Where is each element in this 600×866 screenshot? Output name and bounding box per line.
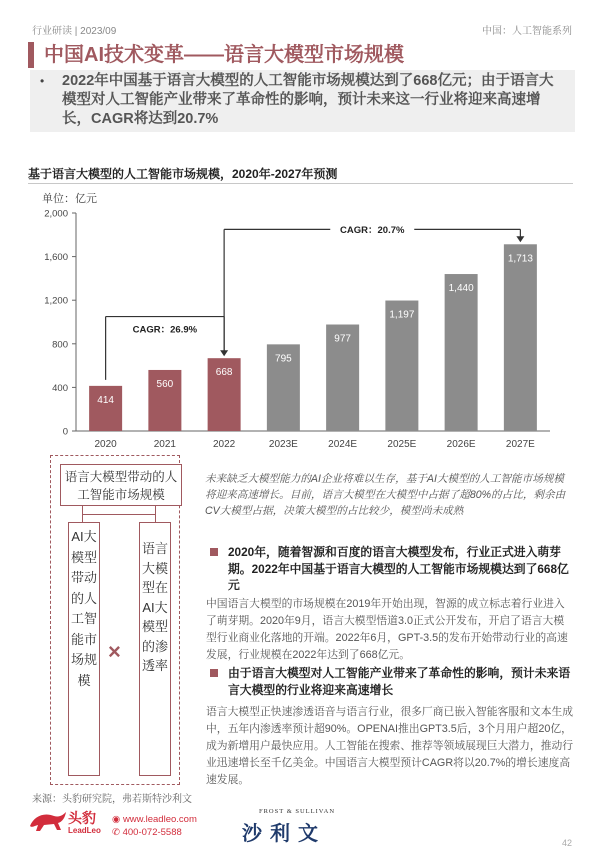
header-series: 中国：人工智能系列 xyxy=(482,26,572,37)
contact-info xyxy=(112,813,197,839)
market-size-formula-diagram xyxy=(30,455,192,785)
x-tick-label: 2020 xyxy=(94,439,117,450)
globe-icon: ◉ xyxy=(112,814,123,825)
diagram-connector xyxy=(155,506,156,514)
diagram-connector xyxy=(155,514,156,522)
chart-title: 基于语言大模型的人工智能市场规模，2020年-2027年预测 xyxy=(28,167,338,181)
bar xyxy=(89,386,122,431)
y-tick-label: 2,000 xyxy=(44,208,68,220)
highlight-square-icon xyxy=(210,669,218,677)
diagram-penetration-rate-box: 语言大模型在AI大模型的渗透率 xyxy=(139,522,171,776)
y-tick-label: 1,200 xyxy=(44,295,68,307)
website-link[interactable]: www.leadleo.com xyxy=(122,814,197,825)
bar-value-label: 977 xyxy=(334,333,351,345)
y-tick-label: 400 xyxy=(52,382,68,394)
diagram-ai-model-market-box: AI大模型带动的人工智能市场规模 xyxy=(68,522,100,776)
brand-logo-en: LeadLeo xyxy=(68,826,101,835)
brand-logo-cn: 头豹 xyxy=(68,810,96,826)
highlight-growth: 由于语言大模型对人工智能产业带来了革命性的影响，预计未来语言大模型的行业将迎来高速增长 xyxy=(228,666,571,697)
source-note: 来源：头豹研究院，弗若斯特沙利文 xyxy=(32,794,192,805)
header-report-type: 行业研读 | 2023/09 xyxy=(32,26,117,37)
diagram-connector xyxy=(82,506,83,514)
y-tick-label: 800 xyxy=(52,339,68,351)
y-tick-label: 0 xyxy=(62,426,68,438)
x-tick-label: 2024E xyxy=(328,439,358,450)
title-accent-bar xyxy=(28,42,34,68)
summary-text: 2022年中国基于语言大模型的人工智能市场规模达到了668亿元；由于语言大模型对人工智能产业带来了革命性的影响，预计未来这一行业将迎来高速增长，CAGR将达到20.7% xyxy=(62,73,554,127)
bar-value-label: 795 xyxy=(275,353,292,365)
diagram-connector xyxy=(82,514,83,522)
bar-value-label: 668 xyxy=(215,367,233,379)
bar-value-label: 560 xyxy=(156,378,174,390)
bar-value-label: 414 xyxy=(97,394,114,406)
bar xyxy=(445,274,478,431)
partner-logo-en: FROST & SULLIVAN xyxy=(258,808,336,815)
cagr-label: CAGR：26.9% xyxy=(132,324,198,336)
phone-icon: ✆ xyxy=(112,827,123,838)
diagram-result-box: 语言大模型带动的人工智能市场规模 xyxy=(60,464,182,506)
x-tick-label: 2022 xyxy=(213,439,236,450)
x-tick-label: 2026E xyxy=(446,439,476,450)
market-size-bar-chart xyxy=(0,195,600,455)
x-tick-label: 2025E xyxy=(387,439,417,450)
highlight-square-icon xyxy=(210,548,218,556)
x-tick-label: 2021 xyxy=(153,439,176,450)
phone-number: 400-072-5588 xyxy=(122,827,182,838)
summary-bullet: • xyxy=(40,74,45,88)
bar-value-label: 1,197 xyxy=(389,309,415,321)
annotation-arrowhead xyxy=(516,236,524,242)
partner-logo-cn: 沙利文 xyxy=(242,823,326,845)
page-number: 42 xyxy=(561,838,572,848)
bar xyxy=(504,244,537,431)
bar-value-label: 1,440 xyxy=(448,283,474,295)
x-tick-label: 2027E xyxy=(505,439,535,450)
y-tick-label: 1,600 xyxy=(44,252,68,264)
multiply-icon: × xyxy=(108,639,121,664)
chart-title-rule xyxy=(28,183,573,184)
chart-unit-label: 单位：亿元 xyxy=(42,193,97,205)
x-tick-label: 2023E xyxy=(268,439,298,450)
paragraph-growth: 语言大模型正快速渗透语音与语言行业，很多厂商已嵌入智能客服和文本生成中，五年内渗透率预计超90%。OPENAI推出GPT3.5后，3个月用户超20亿，成为新增用户最快应用。人工智能在搜索、推荐等领域展现巨大潜力，推动行业迅速增长至千亿美金。中国语言大模型预计CAGR将以20.7%的增长速度高速发展。 xyxy=(206,706,574,786)
leopard-logo-icon xyxy=(28,808,68,834)
paragraph-emergence: 中国语言大模型的市场规模在2019年开始出现，智源的成立标志着行业进入了萌芽期。2020年9月，语言大模型悟道3.0正式公开发布，开启了语言大模型行业商业化落地的开端。2022年6月，GPT-3.5的发布开始带动行业的高速发展，行业规模在2022年达到了668亿元。 xyxy=(206,598,568,661)
cagr-label: CAGR：20.7% xyxy=(340,224,405,236)
bar-value-label: 1,713 xyxy=(507,253,533,265)
italic-commentary: 未来缺乏大模型能力的AI企业将难以生存，基于AI大模型的人工智能市场规模将迎来高速增长。目前，语言大模型在大模型中占据了超80%的占比，剩余由CV大模型占据，决策大模型的占比较少，模型尚未成熟 xyxy=(205,473,566,517)
diagram-connector xyxy=(82,514,156,515)
page-title: 中国AI技术变革——语言大模型市场规模 xyxy=(44,44,404,66)
highlight-emergence: 2020年，随着智源和百度的语言大模型发布，行业正式进入萌芽期。2022年中国基于语言大模型的人工智能市场规模达到了668亿元 xyxy=(228,545,569,592)
